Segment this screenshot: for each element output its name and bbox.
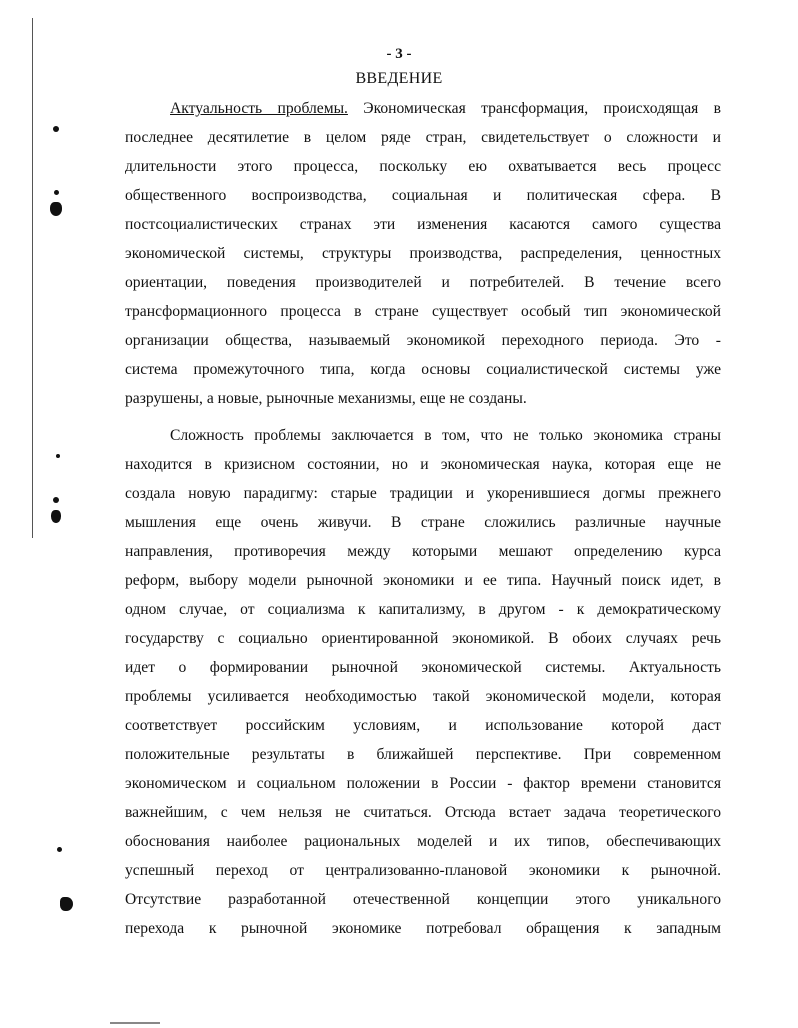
text-line: Отсутствие разработанной отечественной концепции этого уникального xyxy=(125,891,721,908)
page-number: - 3 - xyxy=(386,46,412,62)
scan-mark xyxy=(51,510,61,523)
relevance-heading: Актуальность проблемы. xyxy=(170,100,348,117)
text-line: длительности этого процесса, поскольку ею охватывается весь процесс xyxy=(125,158,721,175)
text-line: одном случае, от социализма к капитализму, в другом - к демократическому xyxy=(125,601,721,618)
scan-mark xyxy=(60,897,73,911)
text-line: успешный переход от централизованно-плановой экономики к рыночной. xyxy=(125,862,721,879)
scan-mark xyxy=(50,202,62,216)
scan-mark xyxy=(54,190,59,195)
paragraph-2 xyxy=(125,421,721,943)
text-line: общественного воспроизводства, социальная и политическая сфера. В xyxy=(125,187,721,204)
text-line: положительные результаты в ближайшей перспективе. При современном xyxy=(125,746,721,763)
text-line: реформ, выбору модели рыночной экономики и ее типа. Научный поиск идет, в xyxy=(125,572,721,589)
text-line: идет о формировании рыночной экономической системы. Актуальность xyxy=(125,659,721,676)
text-line: проблемы усиливается необходимостью такой экономической модели, которая xyxy=(125,688,721,705)
text-line: разрушены, а новые, рыночные механизмы, еще не созданы. xyxy=(125,390,527,407)
binding-edge-line xyxy=(32,18,33,538)
scan-mark xyxy=(56,454,60,458)
scan-mark xyxy=(53,126,59,132)
text-line: ориентации, поведения производителей и потребителей. В течение всего xyxy=(125,274,721,291)
text-line: направления, противоречия между которыми мешают определению курса xyxy=(125,543,721,560)
text-line: государству с социально ориентированной экономикой. В обоих случаях речь xyxy=(125,630,721,647)
text-line: экономической системы, структуры производства, распределения, ценностных xyxy=(125,245,721,262)
text-line: система промежуточного типа, когда основы социалистической системы уже xyxy=(125,361,721,378)
text-line: соответствует российским условиям, и использование которой даст xyxy=(125,717,721,734)
text-line: важнейшим, с чем нельзя не считаться. Отсюда встает задача теоретического xyxy=(125,804,721,821)
scan-mark xyxy=(57,847,62,852)
text-line: организации общества, называемый экономикой переходного периода. Это - xyxy=(125,332,721,349)
text-line: мышления еще очень живучи. В стране сложились различные научные xyxy=(125,514,721,531)
section-title: ВВЕДЕНИЕ xyxy=(355,70,443,87)
text-line: обоснования наиболее рациональных моделей и их типов, обеспечивающих xyxy=(125,833,721,850)
text-line: перехода к рыночной экономике потребовал обращения к западным xyxy=(125,920,721,937)
text-line: трансформационного процесса в стране существует особый тип экономической xyxy=(125,303,721,320)
paragraph-1 xyxy=(125,94,721,413)
text-line: экономическом и социальном положении в России - фактор времени становится xyxy=(125,775,721,792)
text-line: находится в кризисном состоянии, но и экономическая наука, которая еще не xyxy=(125,456,721,473)
text-line: Сложность проблемы заключается в том, что не только экономика страны xyxy=(170,427,721,444)
scan-mark xyxy=(53,497,59,503)
text-line: последнее десятилетие в целом ряде стран, свидетельствует о сложности и xyxy=(125,129,721,146)
text-line: создала новую парадигму: старые традиции и укоренившиеся догмы прежнего xyxy=(125,485,721,502)
text-line: постсоциалистических странах эти изменения касаются самого существа xyxy=(125,216,721,233)
text-line: Актуальность проблемы. Экономическая трансформация, происходящая в xyxy=(170,100,721,117)
scan-smudge xyxy=(110,1022,160,1024)
